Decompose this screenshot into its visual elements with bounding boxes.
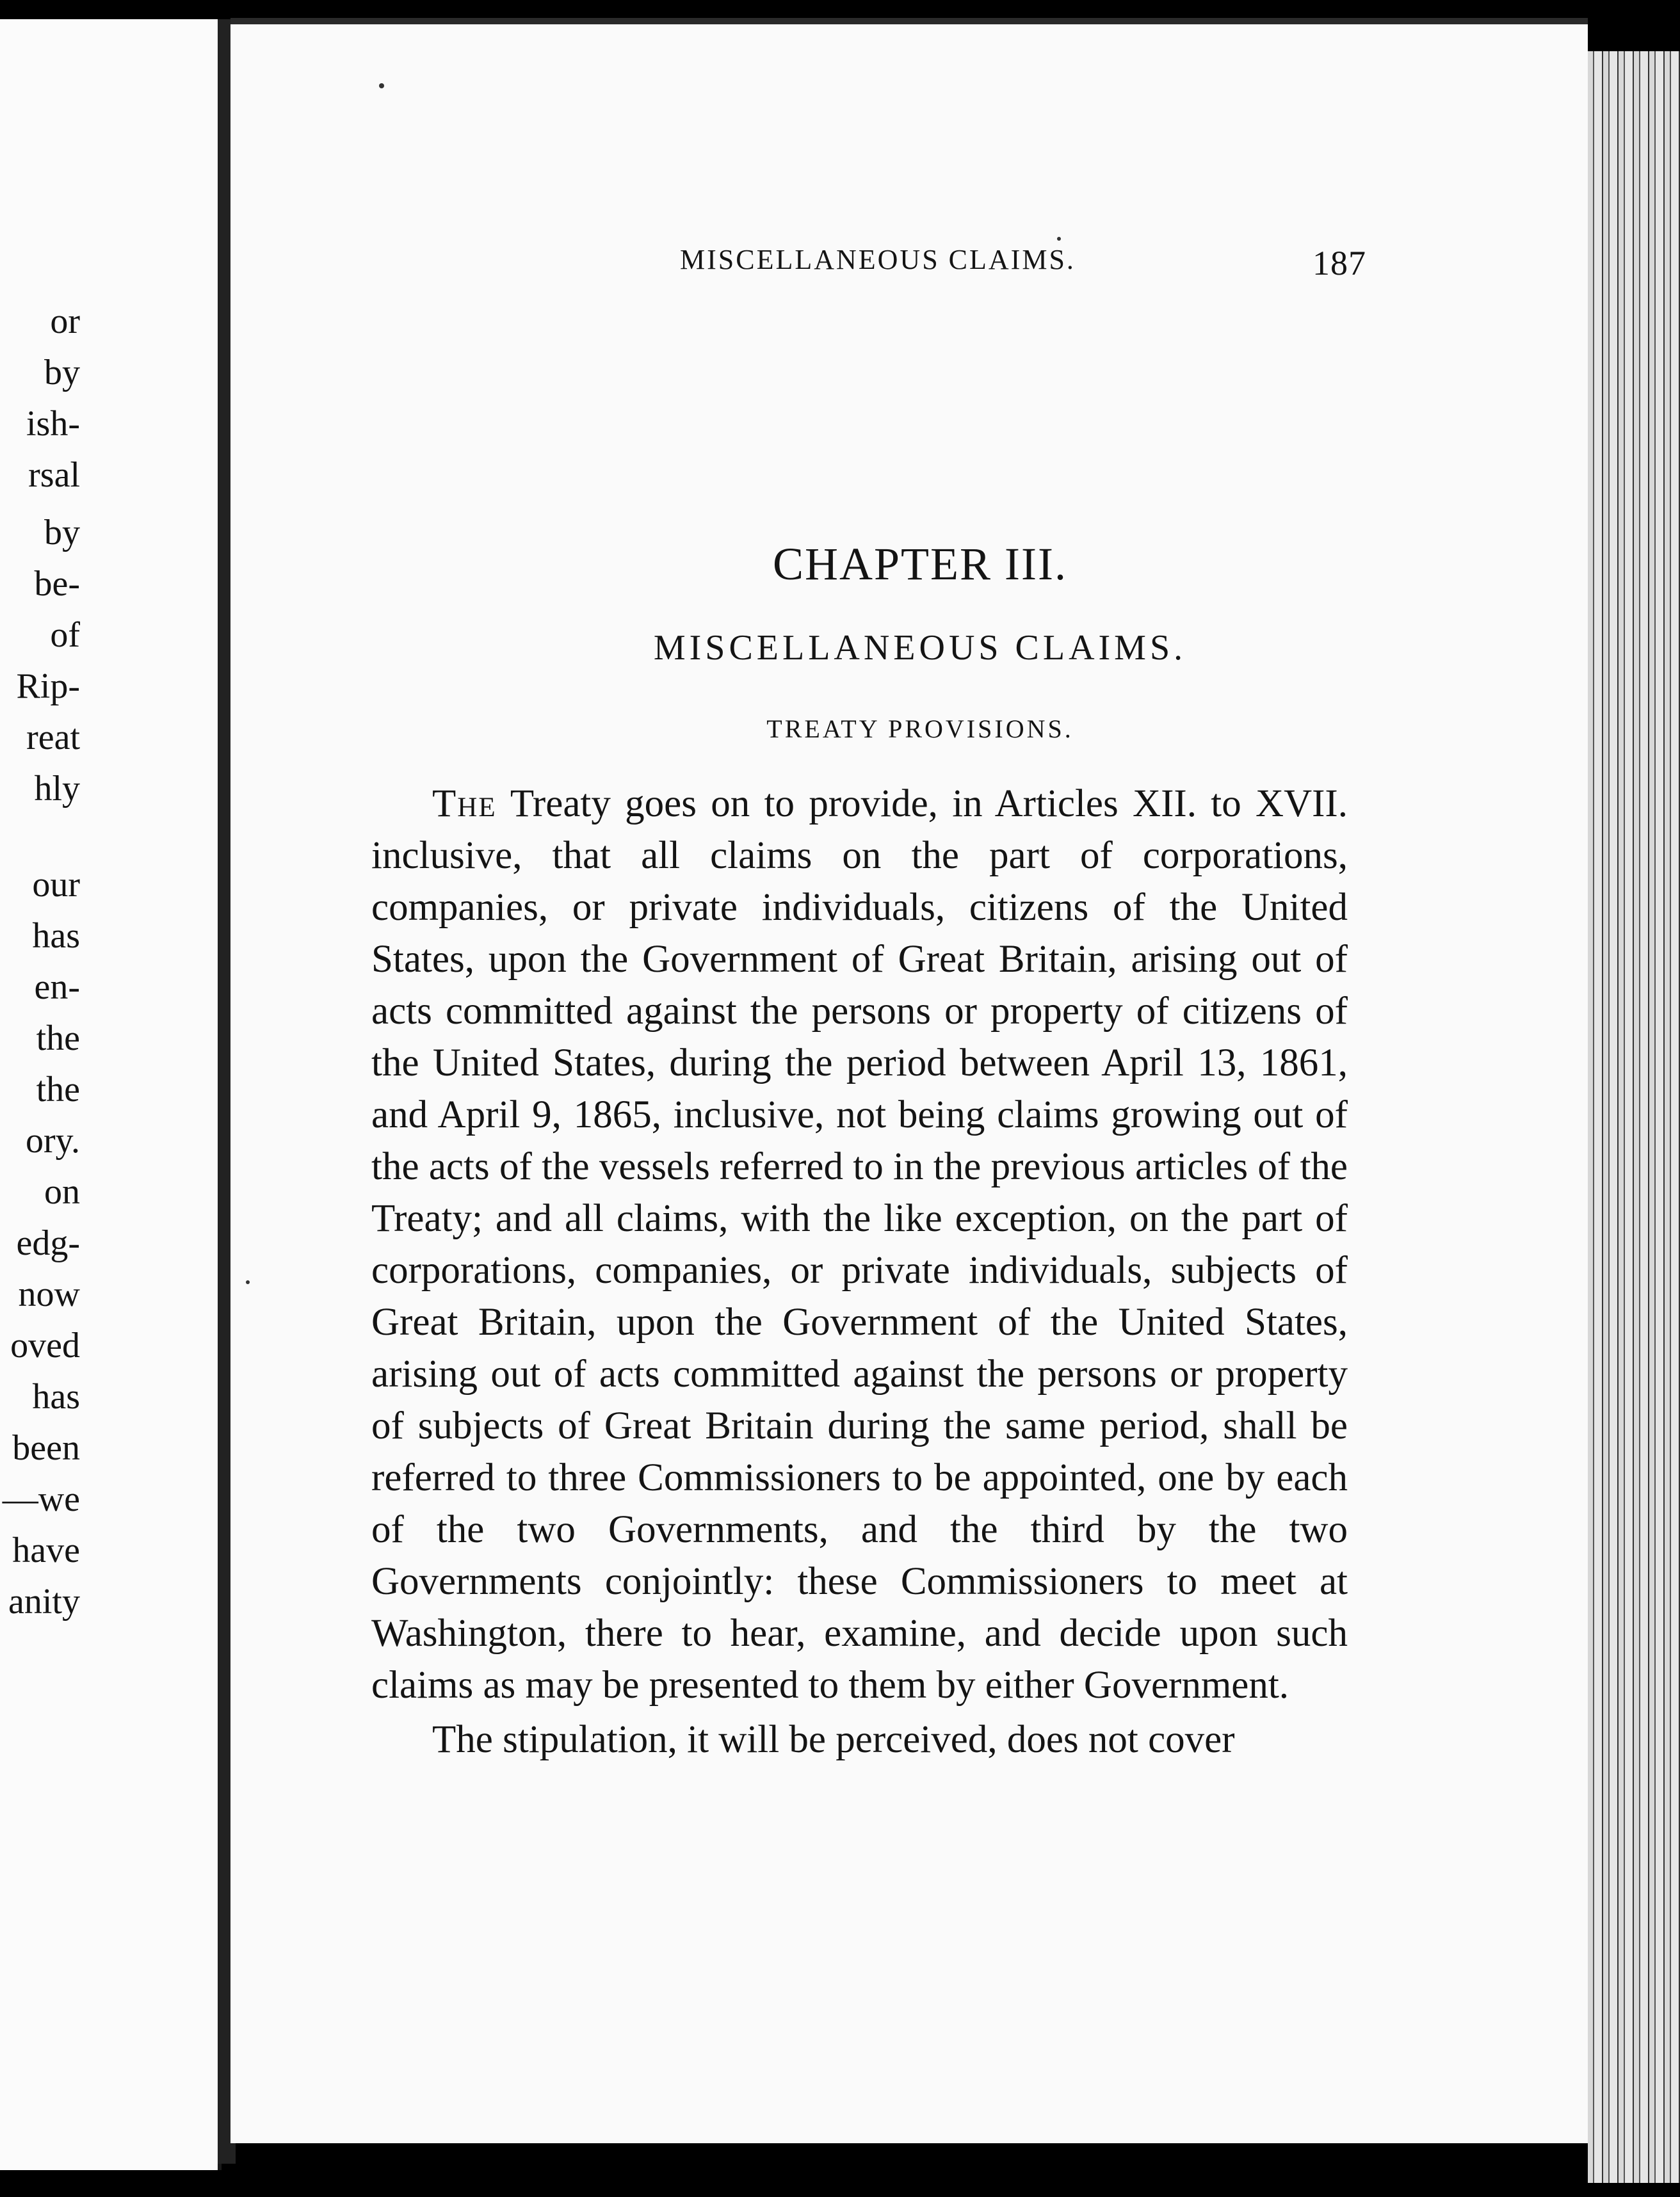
facing-page-line: anity — [8, 1582, 80, 1622]
facing-page-line: rsal — [28, 455, 80, 495]
facing-page-line: en- — [34, 967, 80, 1007]
page-edges — [1588, 51, 1680, 2183]
facing-page-line: our — [32, 865, 80, 905]
facing-page-text — [0, 19, 218, 2170]
facing-page-line: hly — [34, 769, 80, 809]
facing-page — [0, 19, 222, 2170]
facing-page-line: ish- — [26, 404, 80, 444]
facing-page-line: by — [44, 353, 80, 392]
facing-page-line: by — [44, 513, 80, 552]
facing-page-line: —we — [2, 1479, 80, 1519]
paragraph: The stipulation, it will be perceived, does not cover — [432, 1718, 1235, 1761]
page-speck — [1057, 237, 1061, 241]
facing-page-line: on — [44, 1172, 80, 1212]
body-text — [371, 778, 1348, 1766]
paragraph-lead-word: The — [432, 782, 497, 825]
running-head-title: MISCELLANEOUS CLAIMS. — [680, 244, 1076, 275]
facing-page-line: be- — [34, 564, 80, 604]
facing-page-line: Rip- — [16, 666, 80, 706]
paragraph — [371, 778, 1348, 1711]
page-speck — [246, 1280, 250, 1284]
facing-page-line: ory. — [25, 1121, 80, 1161]
chapter-title: MISCELLANEOUS CLAIMS. — [653, 628, 1187, 668]
facing-page-line: has — [32, 916, 80, 956]
facing-page-line: now — [18, 1275, 80, 1314]
chapter-number: CHAPTER III. — [773, 538, 1067, 590]
facing-page-line: has — [32, 1377, 80, 1417]
facing-page-line: the — [36, 1018, 80, 1058]
facing-page-line: have — [12, 1531, 80, 1570]
facing-page-line: oved — [10, 1326, 80, 1365]
facing-page-line: been — [12, 1428, 80, 1468]
facing-page-line: reat — [26, 718, 80, 757]
page-speck — [379, 83, 384, 88]
facing-page-line: edg- — [16, 1223, 80, 1263]
facing-page-line: the — [36, 1070, 80, 1109]
facing-page-line: of — [50, 615, 80, 655]
section-heading: TREATY PROVISIONS. — [766, 714, 1074, 743]
page-number: 187 — [1312, 244, 1366, 282]
facing-page-line: or — [50, 302, 80, 341]
paragraph-text: Treaty goes on to provide, in Articles XII. to XVII. inclusive, that all claims on the part of corporations, companies, or private individuals, citizens of the United States, upon the Government of Great Britain, arising out of acts committed against the persons or property of citizens of the United States, during the period between April 13, 1861, and April 9, 1865, inclusive, not being claims growing out of the acts of the vessels referred to in the previous articles of the Treaty; and all claims, with the like exception, on the part of corporations, companies, or private individuals, subjects of Great Britain, upon the Government of the United States, arising out of acts committed against the persons or property of subjects of Great Britain during the same period, shall be referred to three Commissioners to be appointed, one by each of the two Governments, and the third by the two Governments conjointly: these Commissioners to meet at Washington, there to hear, examine, and decide upon such claims as may be presented to them by either Government. — [371, 782, 1348, 1707]
